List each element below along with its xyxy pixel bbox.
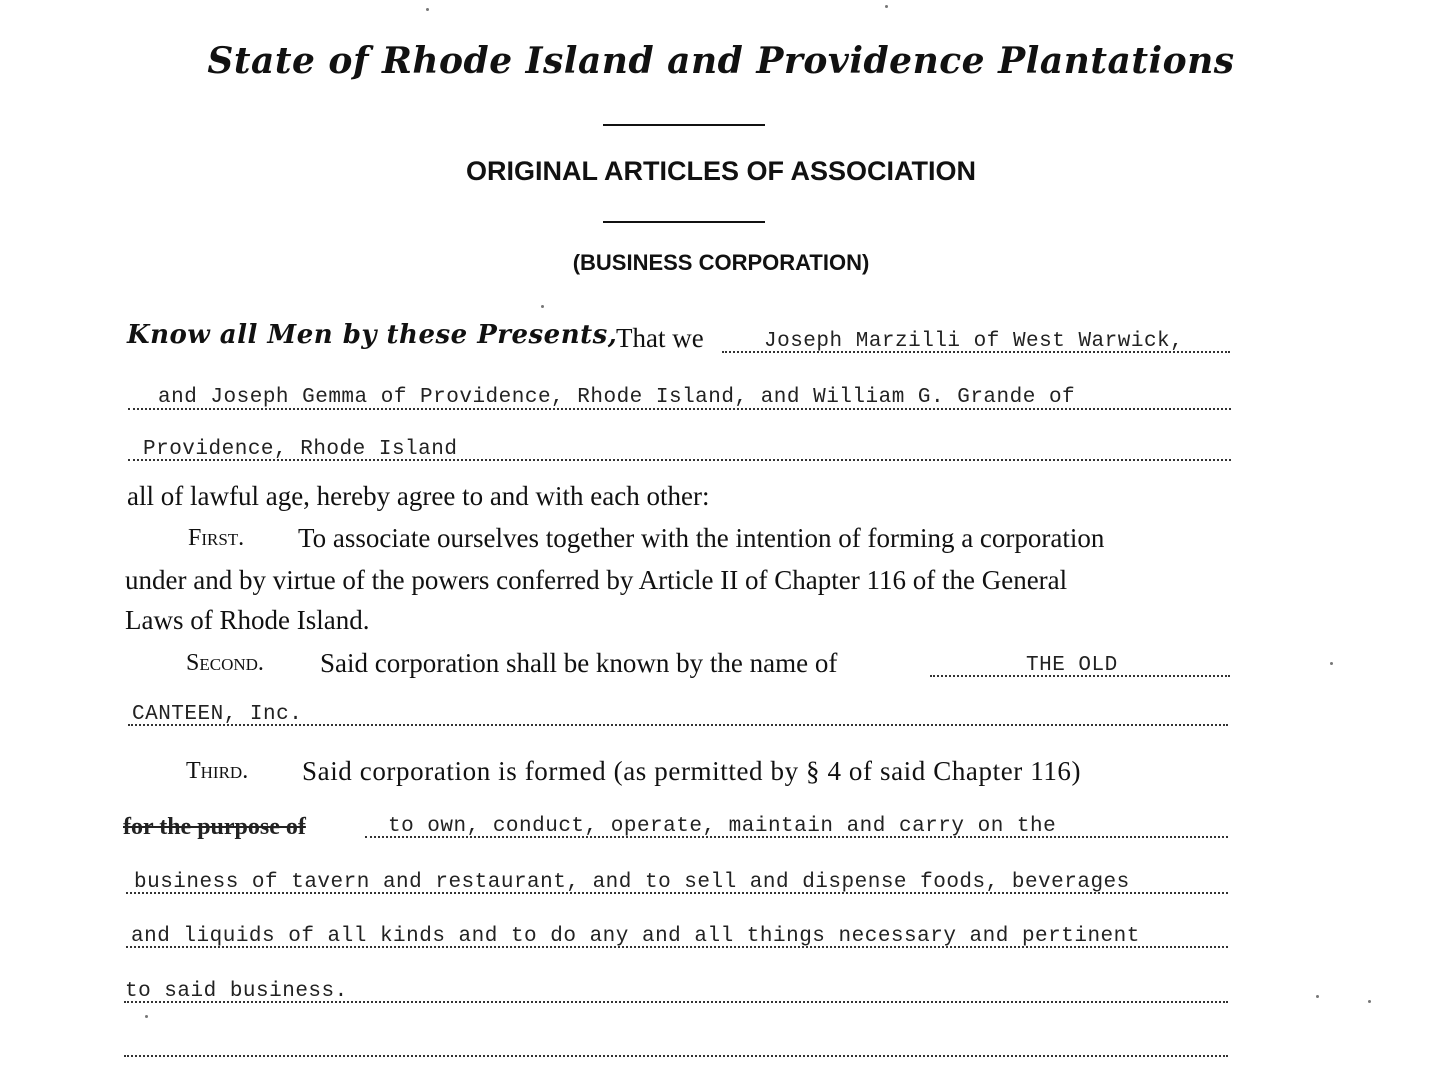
scan-speck [145,1015,148,1018]
scan-speck [1316,995,1319,998]
corp-name-value-1: THE OLD [1026,654,1118,677]
struck-purpose-phrase: for the purpose of [123,814,306,840]
incorporators-value-1: Joseph Marzilli of West Warwick, [764,330,1184,353]
first-label: First. [188,525,245,551]
purpose-value-4: to said business. [125,980,348,1003]
lawful-age-text: all of lawful age, hereby agree to and with each other: [127,481,710,511]
purpose-value-1: to own, conduct, operate, maintain and carry on the [388,815,1057,838]
form-title: ORIGINAL ARTICLES OF ASSOCIATION [465,156,976,186]
scan-speck [1330,662,1333,665]
divider-rule-bottom [603,221,765,223]
incorporators-value-3: Providence, Rhode Island [143,438,458,461]
scan-speck [1368,1000,1371,1003]
scan-speck [885,5,888,8]
know-all-men-phrase: Know all Men by these Presents, [127,320,618,350]
purpose-value-2: business of tavern and restaurant, and to sell and dispense foods, beverages [134,871,1130,894]
that-we-text: That we [616,323,704,353]
state-title: State of Rhode Island and Providence Plantations [207,40,1235,82]
first-line-3: Laws of Rhode Island. [125,605,370,635]
first-line-1: To associate ourselves together with the intention of forming a corporation [298,523,1105,553]
first-line-2: under and by virtue of the powers conferred by Article II of Chapter 116 of the General [125,565,1068,595]
divider-rule-top [603,124,765,126]
incorporators-value-2: and Joseph Gemma of Providence, Rhode Island, and William G. Grande of [158,386,1076,409]
form-subtitle: (BUSINESS CORPORATION) [572,250,870,275]
scan-speck [426,8,429,11]
purpose-value-3: and liquids of all kinds and to do any and all things necessary and pertinent [131,925,1140,948]
third-label: Third. [186,758,249,784]
purpose-line-5 [124,1055,1228,1057]
third-text: Said corporation is formed (as permitted by § 4 of said Chapter 116) [302,756,1082,786]
scan-speck [541,305,544,308]
second-label: Second. [186,650,264,676]
second-text: Said corporation shall be known by the name of [320,648,838,678]
corp-name-value-2: CANTEEN, Inc. [132,703,303,726]
